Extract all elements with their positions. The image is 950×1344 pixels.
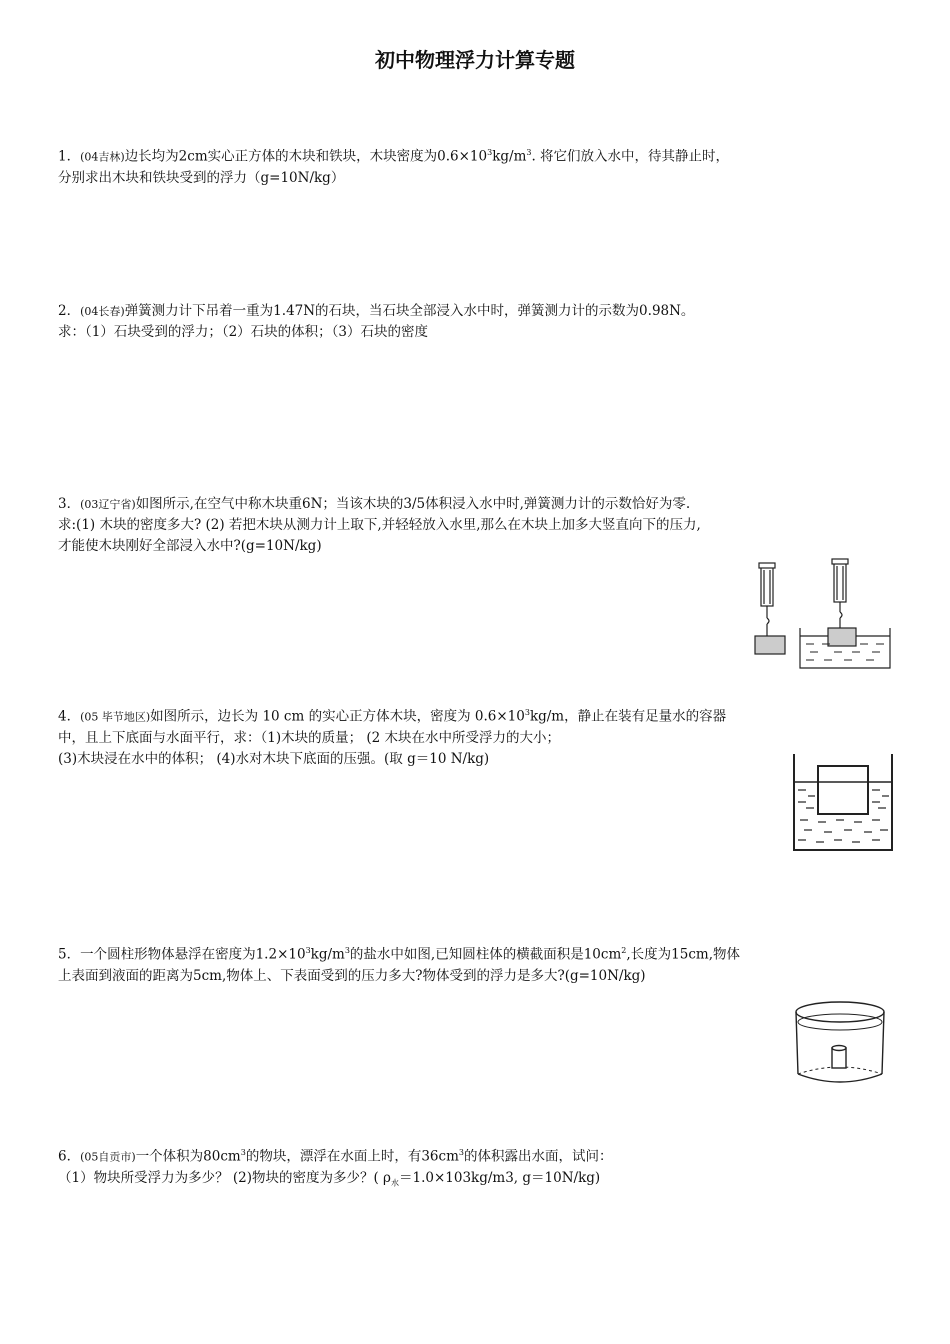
question-text: 如图所示,在空气中称木块重6N；当该木块的3/5体积浸入水中时,弹簧测力计的示数恰好为零. xyxy=(135,496,691,512)
question-1-line-2: 分别求出木块和铁块受到的浮力（g=10N/kg） xyxy=(58,169,345,186)
question-4-line-2: 中，且上下底面与水面平行，求：（1)木块的质量； (2 木块在水中所受浮力的大小； xyxy=(58,729,561,746)
question-text: 的体积露出水面，试问： xyxy=(463,1148,613,1165)
question-text: 边长均为2cm实心正方体的木块和铁块，木块密度为0.6×10 xyxy=(124,148,488,165)
question-6 xyxy=(58,1142,898,1193)
superscript: 3 xyxy=(526,148,532,157)
question-text: ,长度为15cm,物体 xyxy=(626,946,740,963)
question-source: (05自贡市) xyxy=(80,1150,136,1164)
question-5 xyxy=(58,940,898,987)
question-source: (04长春) xyxy=(80,305,125,318)
question-text: 一个体积为80cm xyxy=(135,1148,241,1165)
question-text: kg/m xyxy=(310,946,345,963)
superscript: 3 xyxy=(458,1148,464,1157)
question-4-line-1 xyxy=(58,702,898,728)
superscript: 2 xyxy=(621,946,627,955)
question-number: 1． xyxy=(58,148,81,165)
question-6-line-1 xyxy=(58,1142,898,1168)
question-source: (03辽宁省) xyxy=(80,498,136,511)
question-text: 的物块，漂浮在水面上时，有36cm xyxy=(245,1148,459,1165)
question-3-line-1 xyxy=(58,494,898,515)
question-source: (05 毕节地区) xyxy=(80,710,151,724)
subscript: 水 xyxy=(391,1178,399,1188)
question-source: (04吉林) xyxy=(80,150,125,164)
question-number: 5． xyxy=(58,946,81,963)
question-1-line-1 xyxy=(58,142,898,168)
question-5-line-1 xyxy=(58,940,898,966)
question-1 xyxy=(58,142,898,189)
superscript: 3 xyxy=(305,946,311,955)
question-text: 一个圆柱形物体悬浮在密度为1.2×10 xyxy=(80,946,306,963)
question-3-line-3: 才能使木块刚好全部浸入水中?(g=10N/kg) xyxy=(58,538,322,554)
question-text: 的盐水中如图,已知圆柱体的横截面积是10cm xyxy=(349,946,622,963)
question-5-line-2: 上表面到液面的距离为5cm,物体上、下表面受到的压力多大?物体受到的浮力是多大?(g=10N/kg) xyxy=(58,967,646,984)
question-number: 6． xyxy=(58,1148,81,1165)
question-number: 3． xyxy=(58,496,81,512)
question-number: 4． xyxy=(58,708,81,725)
question-number: 2． xyxy=(58,303,81,319)
question-text: ＝1.0×103kg/m3, g＝10N/kg) xyxy=(399,1169,601,1186)
question-text: kg/m，静止在装有足量水的容器 xyxy=(529,708,727,725)
superscript: 3 xyxy=(524,708,530,717)
question-2 xyxy=(58,301,898,343)
question-3 xyxy=(58,494,898,557)
question-2-line-1 xyxy=(58,301,898,322)
cylinder-container-figure xyxy=(790,998,890,1088)
question-text: kg/m xyxy=(492,148,527,165)
spring-scale-figure xyxy=(748,556,898,674)
question-text: 弹簧测力计下吊着一重为1.47N的石块，当石块全部浸入水中时，弹簧测力计的示数为0.98N。 xyxy=(124,303,695,319)
superscript: 3 xyxy=(344,946,350,955)
question-6-line-2 xyxy=(58,1168,898,1194)
superscript: 3 xyxy=(487,148,493,157)
question-text: . 将它们放入水中，待其静止时， xyxy=(531,148,730,165)
question-4-line-3: (3)木块浸在水中的体积； (4)水对木块下底面的压强。(取 g＝10 N/kg) xyxy=(58,750,490,767)
question-2-line-2: 求：（1）石块受到的浮力；（2）石块的体积；（3）石块的密度 xyxy=(58,324,429,340)
question-text: 如图所示，边长为 10 cm 的实心正方体木块，密度为 0.6×10 xyxy=(150,708,525,725)
superscript: 3 xyxy=(240,1148,246,1157)
question-4 xyxy=(58,702,898,770)
question-text: （1）物块所受浮力为多少？ (2)物块的密度为多少？( ρ xyxy=(58,1169,391,1186)
page-title: 初中物理浮力计算专题 xyxy=(375,48,575,72)
question-3-line-2: 求:(1) 木块的密度多大? (2) 若把木块从测力计上取下,并轻轻放入水里,那么在木块上加多大竖直向下的压力, xyxy=(58,517,701,533)
floating-block-figure xyxy=(788,752,898,854)
